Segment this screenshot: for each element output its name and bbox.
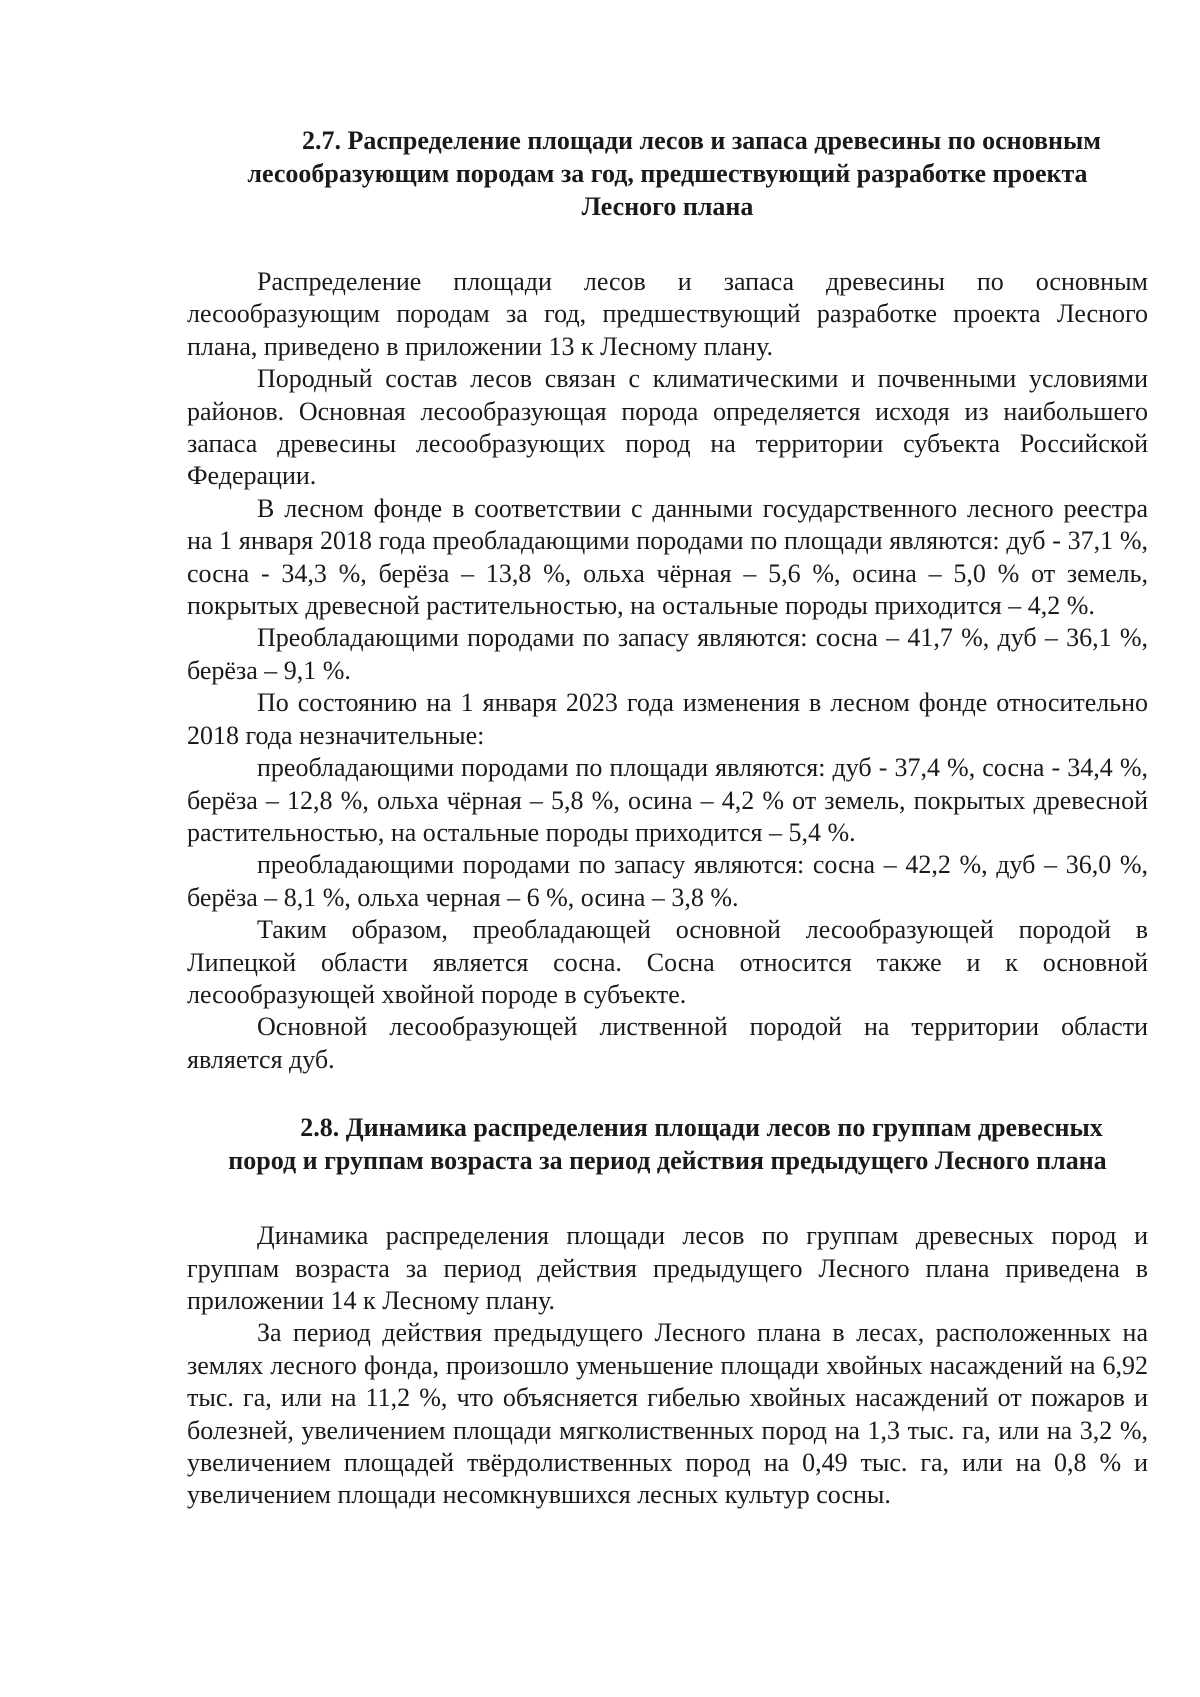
section-heading-2-7 xyxy=(187,124,1148,223)
paragraph: преобладающими породами по запасу являются: сосна – 42,2 %, дуб – 36,0 %, берёза – 8,1 %, ольха черная – 6 %, осина – 3,8 %. xyxy=(187,850,1148,912)
section-body-2-8 xyxy=(187,1220,1148,1512)
paragraph: Распределение площади лесов и запаса древесины по основным лесообразующим породам за год, предшествующий разработке проекта Лесного плана, приведено в приложении 13 к Лесному плану. xyxy=(187,267,1148,361)
heading-line: пород и группам возраста за период действия предыдущего Лесного плана xyxy=(228,1146,1107,1176)
paragraph: преобладающими породами по площади являются: дуб - 37,4 %, сосна - 34,4 %, берёза – 12,8 %, ольха чёрная – 5,8 %, осина – 4,2 % от земель, покрытых древесной растительностью, на остальные породы приходится – 5,4 %. xyxy=(187,753,1148,847)
heading-line: Лесного плана xyxy=(581,192,754,221)
paragraph: За период действия предыдущего Лесного плана в лесах, расположенных на землях лесного фонда, произошло уменьшение площади хвойных насаждений на 6,92 тыс. га, или на 11,2 %, что объясняется гибелью хвойных насаждений от пожаров и болезней, увеличением площади мягколиственных пород на 1,3 тыс. га, или на 3,2 %, увеличением площадей твёрдолиственных пород на 0,49 тыс. га, или на 0,8 % и увеличением площади несомкнувшихся лесных культур сосны. xyxy=(187,1318,1148,1510)
paragraph: Основной лесообразующей лиственной породой на территории области является дуб. xyxy=(187,1012,1148,1074)
heading-line: лесообразующим породам за год, предшествующий разработке проекта xyxy=(247,159,1088,188)
heading-line: 2.8. Динамика распределения площади лесов по группам древесных xyxy=(300,1113,1103,1143)
heading-line: 2.7. Распределение площади лесов и запаса древесины по основным xyxy=(301,126,1102,155)
paragraph: В лесном фонде в соответствии с данными государственного лесного реестра на 1 января 2018 года преобладающими породами по площади являются: дуб - 37,1 %, сосна - 34,3 %, берёза – 13,8 %, ольха чёрная – 5,6 %, осина – 5,0 % от земель, покрытых древесной растительностью, на остальные породы приходится – 4,2 %. xyxy=(187,493,1148,621)
paragraph: Преобладающими породами по запасу являются: сосна – 41,7 %, дуб – 36,1 %, берёза – 9,1 %. xyxy=(187,623,1148,685)
paragraph: Таким образом, преобладающей основной лесообразующей породой в Липецкой области является сосна. Сосна относится также и к основной лесообразующей хвойной породе в субъекте. xyxy=(187,915,1148,1009)
paragraph: По состоянию на 1 января 2023 года изменения в лесном фонде относительно 2018 года незначительные: xyxy=(187,688,1148,750)
paragraph: Динамика распределения площади лесов по группам древесных пород и группам возраста за период действия предыдущего Лесного плана приведена в приложении 14 к Лесному плану. xyxy=(187,1221,1148,1315)
paragraph: Породный состав лесов связан с климатическими и почвенными условиями районов. Основная лесообразующая порода определяется исходя из наибольшего запаса древесины лесообразующих пород на территории субъекта Российской Федерации. xyxy=(187,364,1148,491)
section-heading-2-8 xyxy=(187,1111,1148,1177)
section-body-2-7 xyxy=(187,266,1148,1076)
